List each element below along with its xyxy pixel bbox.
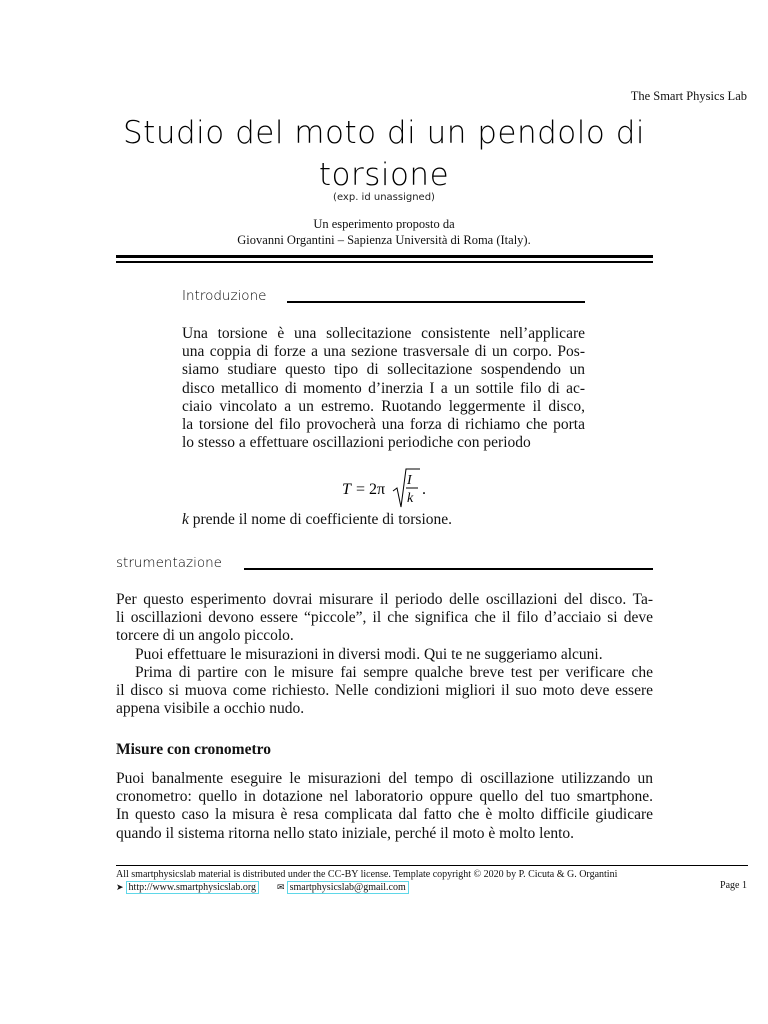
footer-links (116, 881, 409, 895)
page-title (90, 112, 678, 196)
strum-line: torcere di un angolo piccolo. (116, 627, 294, 645)
formula-var-k: k (182, 511, 189, 528)
crono-line: Puoi banalmente eseguire le misurazioni del tempo di oscillazione utilizzando un (116, 770, 653, 787)
title-line-1: Studio del moto di un pendolo di (122, 115, 645, 151)
cronometro-paragraph (116, 770, 653, 843)
intro-paragraph (182, 325, 585, 452)
intro-line: lo stesso a effettuare oscillazioni periodiche con periodo (182, 434, 531, 452)
title-rule-thin (116, 261, 653, 263)
formula-numerator: I (407, 473, 412, 488)
proposer-line-1: Un esperimento proposto da (313, 217, 455, 231)
formula-eq: = 2π (356, 481, 386, 498)
proposer-line-2: Giovanni Organtini – Sapienza Università di Roma (Italy). (237, 233, 531, 247)
experiment-id: (exp. id unassigned) (333, 192, 435, 203)
strumentazione-paragraph (116, 591, 653, 718)
strum-p3-line: il disco si muova come richiesto. Nelle condizioni migliori il suo moto deve essere (116, 682, 653, 700)
crono-line: In questo caso la misura è resa complicata dal fatto che è molto difficile giudicare (116, 806, 653, 824)
footer-email-group (277, 881, 409, 895)
section-heading-intro: Introduzione (182, 288, 267, 304)
envelope-icon: ✉ (277, 883, 285, 893)
strum-p3-line: Prima di partire con le misure fai sempre qualche breve test per verificare che (135, 663, 653, 681)
page-number: Page 1 (720, 880, 747, 891)
subsection-heading-cronometro: Misure con cronometro (116, 741, 271, 758)
proposer-block (0, 216, 768, 248)
intro-line: siamo studiare questo tipo di sollecitazione sospendendo un (182, 361, 585, 379)
section-rule-intro (287, 301, 585, 303)
intro-line: ciaio vincolato a un estremo. Ruotando leggermente il disco, (182, 397, 585, 415)
strum-line: li oscillazioni devono essere “piccole”, il che significa che il filo d’acciaio si deve (116, 609, 653, 627)
home-icon: ➤ (116, 883, 124, 893)
intro-line: una coppia di forze a una sezione trasversale di un corpo. Pos- (182, 343, 585, 361)
title-line-2: torsione (318, 157, 450, 193)
footer-rule (116, 865, 748, 866)
formula-denominator: k (407, 491, 414, 506)
section-rule-strumentazione (244, 568, 653, 570)
title-rule-thick (116, 255, 653, 258)
intro-after-formula (182, 511, 585, 529)
intro-line: disco metallico di momento d’inerzia I a un sottile filo di ac- (182, 379, 585, 397)
email-link[interactable]: smartphysicslab@gmail.com (287, 881, 409, 894)
strum-p2: Puoi effettuare le misurazioni in diversi modi. Qui te ne suggeriamo alcuni. (135, 645, 603, 663)
footer-website-group (116, 881, 259, 895)
crono-line: cronometro: quello in dotazione nel laboratorio oppure quello del tuo smartphone. (116, 788, 653, 806)
formula-period: . (422, 481, 426, 498)
crono-line: quando il sistema ritorna nello stato iniziale, perché il moto è molto lento. (116, 824, 574, 842)
formula-lhs: T (342, 481, 351, 498)
strum-line: Per questo esperimento dovrai misurare il periodo delle oscillazioni del disco. Ta- (116, 591, 653, 608)
strum-p3-line: appena visibile a occhio nudo. (116, 700, 305, 718)
formula-svg (342, 467, 442, 513)
section-heading-strumentazione: strumentazione (116, 555, 222, 571)
intro-line: Una torsione è una sollecitazione consistente nell’applicare (182, 325, 585, 342)
running-header: The Smart Physics Lab (630, 89, 747, 103)
footer-license: All smartphysicslab material is distributed under the CC-BY license. Template copyright © 2020 by P. Cicuta & G. Organtini (116, 869, 618, 880)
website-link[interactable]: http://www.smartphysicslab.org (126, 881, 260, 894)
intro-line: la torsione del filo provocherà una forza di richiamo che porta (182, 416, 585, 434)
intro-after-text: prende il nome di coefficiente di torsione. (188, 511, 453, 528)
